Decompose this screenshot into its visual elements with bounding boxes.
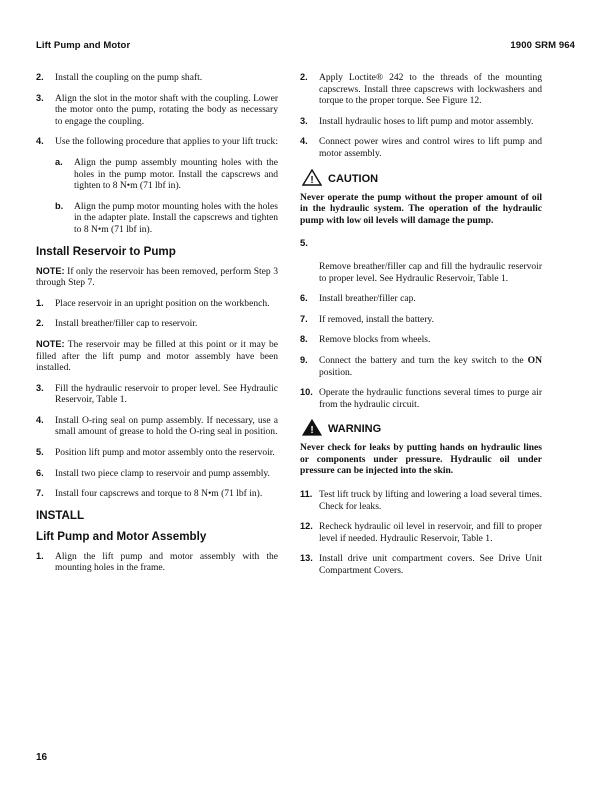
caution-label: CAUTION: [328, 172, 379, 185]
step-text: Use the following procedure that applies to your lift truck:: [55, 136, 278, 148]
list-item: [300, 116, 542, 128]
step-text: Operate the hydraulic functions several times to purge air from the hydraulic circuit.: [319, 387, 542, 410]
step-number: 7.: [36, 488, 44, 499]
steps-list-d: [300, 489, 542, 577]
list-item: [36, 488, 278, 500]
step-text: Recheck hydraulic oil level in reservoir, and fill to proper level if needed. Hydraulic Reservoir, Table 1.: [319, 521, 542, 544]
step-text: Apply Loctite® 242 to the threads of the mounting capscrews. Install three capscrews with lockwashers and torque to the proper torque. See Figure 12.: [319, 72, 542, 107]
svg-text:!: !: [310, 174, 314, 186]
step-5-number: 5.: [300, 238, 308, 250]
list-item: [300, 387, 542, 410]
note-reservoir-fill: [36, 339, 278, 374]
step-number: 11.: [300, 489, 313, 500]
step-number: 2.: [300, 72, 308, 82]
step-text: Fill the hydraulic reservoir to proper level. See Hydraulic Reservoir, Table 1.: [55, 382, 278, 406]
steps-list-b: [300, 293, 542, 346]
step-text: Align the slot in the motor shaft with the coupling. Lower the motor onto the pump, rotating the body as necessary to engage the coupling.: [55, 92, 278, 127]
step-text: Connect power wires and control wires to lift pump and motor assembly.: [319, 136, 542, 159]
list-item: [300, 334, 542, 346]
key-switch-on: ON: [527, 354, 542, 366]
step-number: 3.: [36, 92, 44, 103]
substeps-list: [36, 157, 278, 236]
step-text: Place reservoir in an upright position on the workbench.: [55, 297, 270, 309]
right-column: [300, 72, 542, 586]
step-text: Install hydraulic hoses to lift pump and motor assembly.: [319, 115, 534, 127]
steps-list-b: [36, 298, 278, 330]
list-item: [300, 489, 542, 512]
step-number: a.: [55, 156, 63, 167]
note-tag: NOTE:: [36, 265, 65, 276]
list-item: [300, 136, 542, 159]
list-item: [36, 136, 278, 148]
note-text: If only the reservoir has been removed, perform Step 3 through Step 7.: [36, 265, 278, 289]
steps-list-a: [300, 72, 542, 160]
step-number: 9.: [300, 354, 308, 365]
substep-item: [36, 201, 278, 236]
steps-list-d: [36, 551, 278, 574]
list-item: [36, 318, 278, 330]
list-item: [36, 72, 278, 84]
steps-list-c: [300, 387, 542, 410]
step-number: 5.: [36, 447, 44, 458]
step-text: Install four capscrews and torque to 8 N•m (71 lbf in).: [55, 488, 263, 500]
list-item: [300, 521, 542, 544]
list-item-step-9: [300, 355, 542, 378]
left-column: [36, 72, 278, 583]
step-text: position.: [319, 366, 353, 378]
step-number: 4.: [36, 136, 44, 147]
step-number: 3.: [36, 382, 44, 393]
svg-text:!: !: [310, 425, 314, 437]
substep-item: [36, 157, 278, 192]
list-item: [36, 551, 278, 574]
list-item: [36, 383, 278, 406]
step-number: b.: [55, 200, 64, 211]
heading-install: INSTALL: [36, 508, 85, 522]
warning-triangle-icon: [302, 419, 322, 439]
step-text: Position lift pump and motor assembly onto the reservoir.: [55, 447, 275, 459]
running-header-doc-number: 1900 SRM 964: [510, 40, 575, 51]
step-number: 1.: [36, 297, 44, 308]
step-number: 2.: [36, 72, 44, 82]
step-number: 12.: [300, 521, 313, 532]
note-reservoir-only: [36, 266, 278, 289]
step-text: Align the pump motor mounting holes with the holes in the adapter plate. Install the capscrews and tighten to 8 N•m (71 lbf in).: [74, 200, 278, 235]
step-number: 6.: [300, 293, 308, 304]
warning-text: Never check for leaks by putting hands on hydraulic lines or components under pressure. Hydraulic oil under pressure can be injected into the skin.: [300, 442, 542, 477]
caution-triangle-icon: [302, 169, 322, 189]
list-item: [36, 298, 278, 310]
list-item: [36, 93, 278, 128]
steps-list-c: [36, 383, 278, 500]
list-item: [300, 293, 542, 305]
caution-text: Never operate the pump without the proper amount of oil in the hydraulic system. The operation of the hydraulic pump with low oil levels will damage the pump.: [300, 191, 542, 226]
step-text: Align the lift pump and motor assembly with the mounting holes in the frame.: [55, 550, 278, 574]
step-text: Install two piece clamp to reservoir and pump assembly.: [55, 467, 270, 479]
step-text: Install drive unit compartment covers. See Drive Unit Compartment Covers.: [319, 553, 542, 577]
list-item: [300, 553, 542, 576]
step-number: 4.: [300, 136, 308, 147]
step-5-text: [300, 261, 542, 284]
heading-lift-pump-motor-assembly: Lift Pump and Motor Assembly: [36, 529, 207, 543]
step-number: 13.: [300, 553, 313, 564]
step-number: 2.: [36, 318, 44, 329]
step-number: 6.: [36, 467, 44, 478]
step-text: Install O-ring seal on pump assembly. If necessary, use a small amount of grease to hold the O-ring seal in position.: [55, 414, 278, 438]
note-tag: NOTE:: [36, 338, 65, 349]
step-text: Test lift truck by lifting and lowering a load several times. Check for leaks.: [319, 489, 542, 512]
step-text: Install breather/filler cap to reservoir.: [55, 318, 198, 330]
note-text: The reservoir may be filled at this point or it may be filled after the lift pump and motor assembly have been installed.: [36, 338, 278, 374]
list-item: [36, 468, 278, 480]
step-text: Install breather/filler cap.: [319, 293, 416, 305]
step-number: 4.: [36, 414, 44, 425]
warning-header: [302, 419, 542, 439]
list-item: [300, 314, 542, 326]
step-number: 7.: [300, 313, 308, 324]
warning-label: WARNING: [328, 423, 382, 436]
step-number: 3.: [300, 115, 308, 126]
running-header-title: Lift Pump and Motor: [36, 40, 131, 51]
steps-list-a: [36, 72, 278, 148]
step-text: Align the pump assembly mounting holes with the holes in the pump motor. Install the capscrews and tighten to 8 N•m (71 lbf in).: [74, 156, 278, 192]
step-number: 10.: [300, 387, 313, 398]
step-text: Install the coupling on the pump shaft.: [55, 72, 203, 83]
list-item: [36, 447, 278, 459]
step-number: 1.: [36, 550, 44, 561]
step-text: Remove blocks from wheels.: [319, 334, 431, 346]
list-item: [300, 72, 542, 107]
list-item: [36, 415, 278, 438]
step-number: 8.: [300, 334, 308, 345]
heading-install-reservoir: Install Reservoir to Pump: [36, 244, 176, 258]
step-text: Connect the battery and turn the key switch to the: [319, 354, 528, 366]
step-text: If removed, install the battery.: [319, 313, 434, 325]
step-text: Remove breather/filler cap and fill the hydraulic reservoir to proper level. See Hydraulic Reservoir, Table 1.: [319, 260, 542, 284]
page-number: 16: [36, 752, 48, 763]
caution-header: [302, 169, 542, 189]
